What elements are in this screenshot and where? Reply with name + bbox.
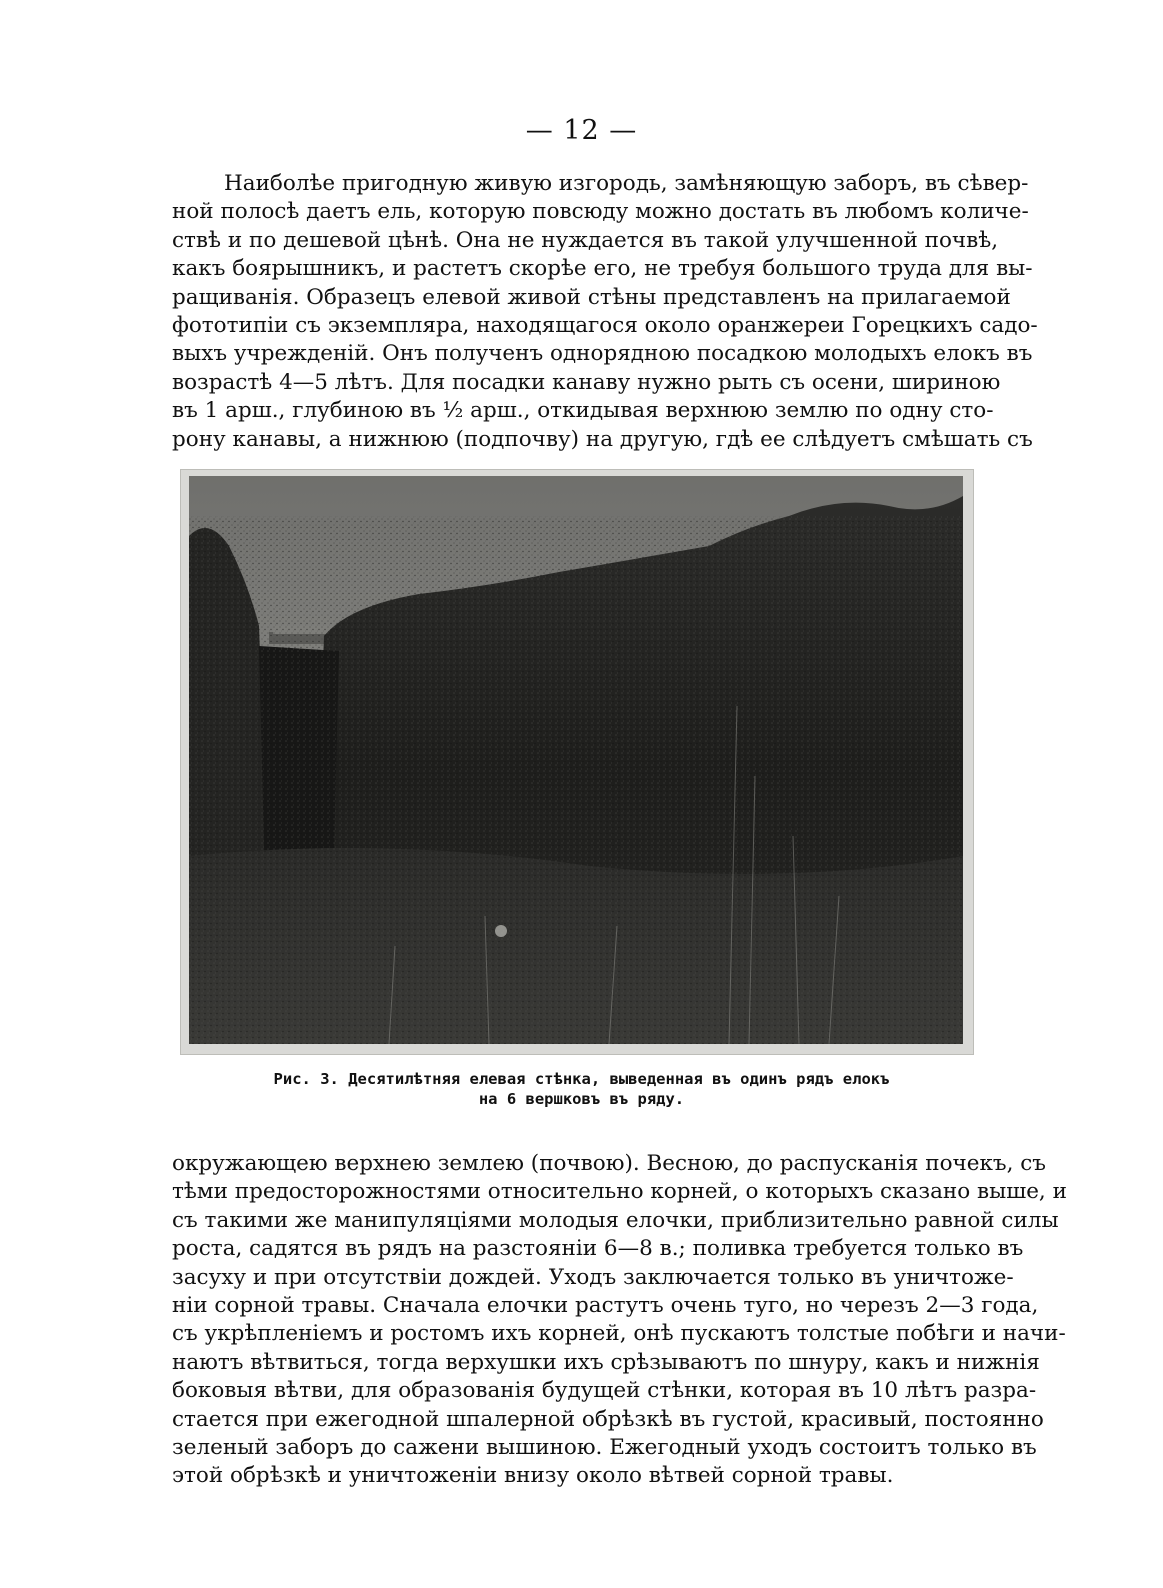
paragraph-top	[172, 170, 1038, 454]
text-line: въ 1 арш., глубиною въ ½ арш., откидывая верхнюю землю по одну сто-	[172, 398, 994, 424]
text-line: окружающею верхнею землею (почвою). Весною, до распусканія почекъ, съ	[172, 1151, 1046, 1176]
text-line: ніи сорной травы. Сначала елочки растутъ очень туго, но черезъ 2—3 года,	[172, 1293, 1039, 1319]
text-line: зеленый заборъ до сажени вышиною. Ежегодный уходъ состоитъ только въ	[172, 1435, 1037, 1461]
text-line: Наиболѣе пригодную живую изгородь, замѣняющую заборъ, въ сѣвер-	[224, 171, 1029, 196]
text-line: съ такими же манипуляціями молодыя елочки, приблизительно равной силы	[172, 1207, 1059, 1233]
photo-drawing	[189, 476, 963, 1044]
caption-line: на 6 вершковъ въ ряду.	[478, 1090, 685, 1108]
text-line: ствѣ и по дешевой цѣнѣ. Она не нуждается въ такой улучшенной почвѣ,	[172, 227, 999, 253]
text-line: ращиванія. Образецъ елевой живой стѣны представленъ на прилагаемой	[172, 284, 1011, 310]
text-line: съ укрѣпленіемъ и ростомъ ихъ корней, онѣ пускаютъ толстые побѣги и начи-	[172, 1321, 1066, 1347]
figure-caption	[0, 1069, 1163, 1109]
text-line: боковыя вѣтви, для образованія будущей стѣнки, которая въ 10 лѣтъ разра-	[172, 1378, 1037, 1404]
fir-hedge-photo-icon	[189, 476, 963, 1044]
text-line: рону канавы, а нижнюю (подпочву) на другую, гдѣ ее слѣдуетъ смѣшать съ	[172, 426, 1033, 452]
text-line: засуху и при отсутствіи дождей. Уходъ заключается только въ уничтоже-	[172, 1264, 1014, 1290]
page-number: — 12 —	[525, 115, 638, 146]
text-line: возрастѣ 4—5 лѣтъ. Для посадки канаву нужно рыть съ осени, шириною	[172, 369, 1001, 395]
text-line: ной полосѣ даетъ ель, которую повсюду можно достать въ любомъ количе-	[172, 199, 1029, 225]
text-line: наютъ вѣтвиться, тогда верхушки ихъ срѣзываютъ по шнуру, какъ и нижнія	[172, 1349, 1040, 1375]
text-line: выхъ учрежденій. Онъ полученъ однорядною посадкою молодыхъ елокъ въ	[172, 341, 1033, 367]
text-line: какъ боярышникъ, и растетъ скорѣе его, не требуя большого труда для вы-	[172, 256, 1033, 282]
paragraph-bottom	[172, 1150, 1067, 1491]
text-line: стается при ежегодной шпалерной обрѣзкѣ въ густой, красивый, постоянно	[172, 1406, 1044, 1432]
caption-line: Рис. 3. Десятилѣтняя елевая стѣнка, выведенная въ одинъ рядъ елокъ	[273, 1070, 890, 1088]
text-line: тѣми предосторожностями относительно корней, о которыхъ сказано выше, и	[172, 1179, 1067, 1205]
text-line: фототипіи съ экземпляра, находящагося около оранжереи Горецкихъ садо-	[172, 313, 1038, 339]
text-line: роста, садятся въ рядъ на разстояніи 6—8 в.; поливка требуется только въ	[172, 1236, 1024, 1262]
text-line: этой обрѣзкѣ и уничтоженіи внизу около вѣтвей сорной травы.	[172, 1463, 894, 1489]
figure-frame	[180, 469, 974, 1055]
